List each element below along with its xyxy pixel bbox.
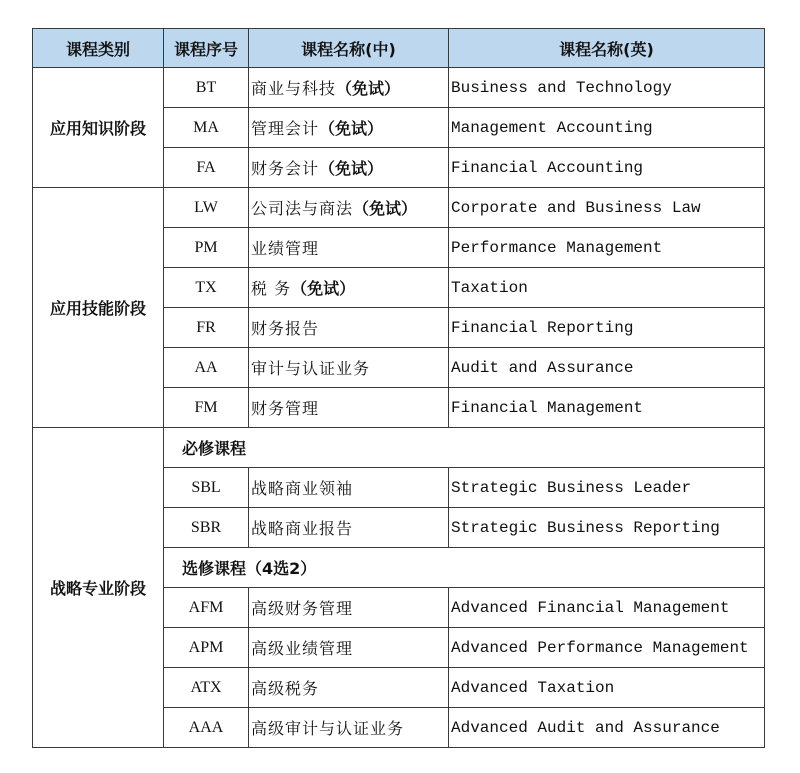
course-name-en: Financial Management xyxy=(449,388,765,428)
course-name-cn: 战略商业报告 xyxy=(249,508,449,548)
course-name-cn: 高级财务管理 xyxy=(249,588,449,628)
header-code: 课程序号 xyxy=(164,29,249,68)
course-code: AAA xyxy=(164,708,249,748)
course-name-en: Advanced Performance Management xyxy=(449,628,765,668)
course-code: SBL xyxy=(164,468,249,508)
required-courses-label: 必修课程 xyxy=(164,428,765,468)
course-name-cn: 商业与科技（免试） xyxy=(249,68,449,108)
course-name-en: Management Accounting xyxy=(449,108,765,148)
course-name-en: Advanced Taxation xyxy=(449,668,765,708)
course-name-en: Financial Reporting xyxy=(449,308,765,348)
course-name-cn: 财务会计（免试） xyxy=(249,148,449,188)
course-code: MA xyxy=(164,108,249,148)
course-name-en: Taxation xyxy=(449,268,765,308)
course-name-en: Business and Technology xyxy=(449,68,765,108)
course-code: FR xyxy=(164,308,249,348)
course-name-en: Strategic Business Leader xyxy=(449,468,765,508)
course-code: PM xyxy=(164,228,249,268)
course-code: AFM xyxy=(164,588,249,628)
exempt-note: （免试） xyxy=(336,79,401,98)
course-name-cn: 高级业绩管理 xyxy=(249,628,449,668)
course-code: LW xyxy=(164,188,249,228)
course-name-cn: 财务管理 xyxy=(249,388,449,428)
course-code: ATX xyxy=(164,668,249,708)
elective-courses-label: 选修课程（4选2） xyxy=(164,548,765,588)
course-name-en: Corporate and Business Law xyxy=(449,188,765,228)
table-row xyxy=(33,188,765,228)
stage-applied-skills: 应用技能阶段 xyxy=(33,188,164,428)
table-row xyxy=(33,428,765,468)
course-code: SBR xyxy=(164,508,249,548)
table-row xyxy=(33,68,765,108)
stage-applied-knowledge: 应用知识阶段 xyxy=(33,68,164,188)
stage-strategic: 战略专业阶段 xyxy=(33,428,164,748)
course-name-cn: 业绩管理 xyxy=(249,228,449,268)
course-name-cn: 高级审计与认证业务 xyxy=(249,708,449,748)
course-code: FA xyxy=(164,148,249,188)
course-name-cn: 战略商业领袖 xyxy=(249,468,449,508)
exempt-note: （免试） xyxy=(319,119,384,138)
header-category: 课程类别 xyxy=(33,29,164,68)
course-name-en: Advanced Financial Management xyxy=(449,588,765,628)
header-name-en: 课程名称(英) xyxy=(449,29,765,68)
exempt-note: （免试） xyxy=(353,199,418,218)
course-name-en: Strategic Business Reporting xyxy=(449,508,765,548)
table-header-row xyxy=(33,29,765,68)
course-code: TX xyxy=(164,268,249,308)
exempt-note: （免试） xyxy=(291,279,356,298)
course-name-cn: 管理会计（免试） xyxy=(249,108,449,148)
course-code: AA xyxy=(164,348,249,388)
exempt-note: （免试） xyxy=(319,159,384,178)
course-code: APM xyxy=(164,628,249,668)
course-name-en: Financial Accounting xyxy=(449,148,765,188)
course-name-en: Performance Management xyxy=(449,228,765,268)
course-name-cn: 高级税务 xyxy=(249,668,449,708)
course-name-cn: 税 务（免试） xyxy=(249,268,449,308)
course-name-cn: 审计与认证业务 xyxy=(249,348,449,388)
course-code: BT xyxy=(164,68,249,108)
course-code: FM xyxy=(164,388,249,428)
header-name-cn: 课程名称(中) xyxy=(249,29,449,68)
course-name-en: Audit and Assurance xyxy=(449,348,765,388)
course-table xyxy=(32,28,765,748)
course-name-en: Advanced Audit and Assurance xyxy=(449,708,765,748)
course-name-cn: 公司法与商法（免试） xyxy=(249,188,449,228)
course-name-cn: 财务报告 xyxy=(249,308,449,348)
